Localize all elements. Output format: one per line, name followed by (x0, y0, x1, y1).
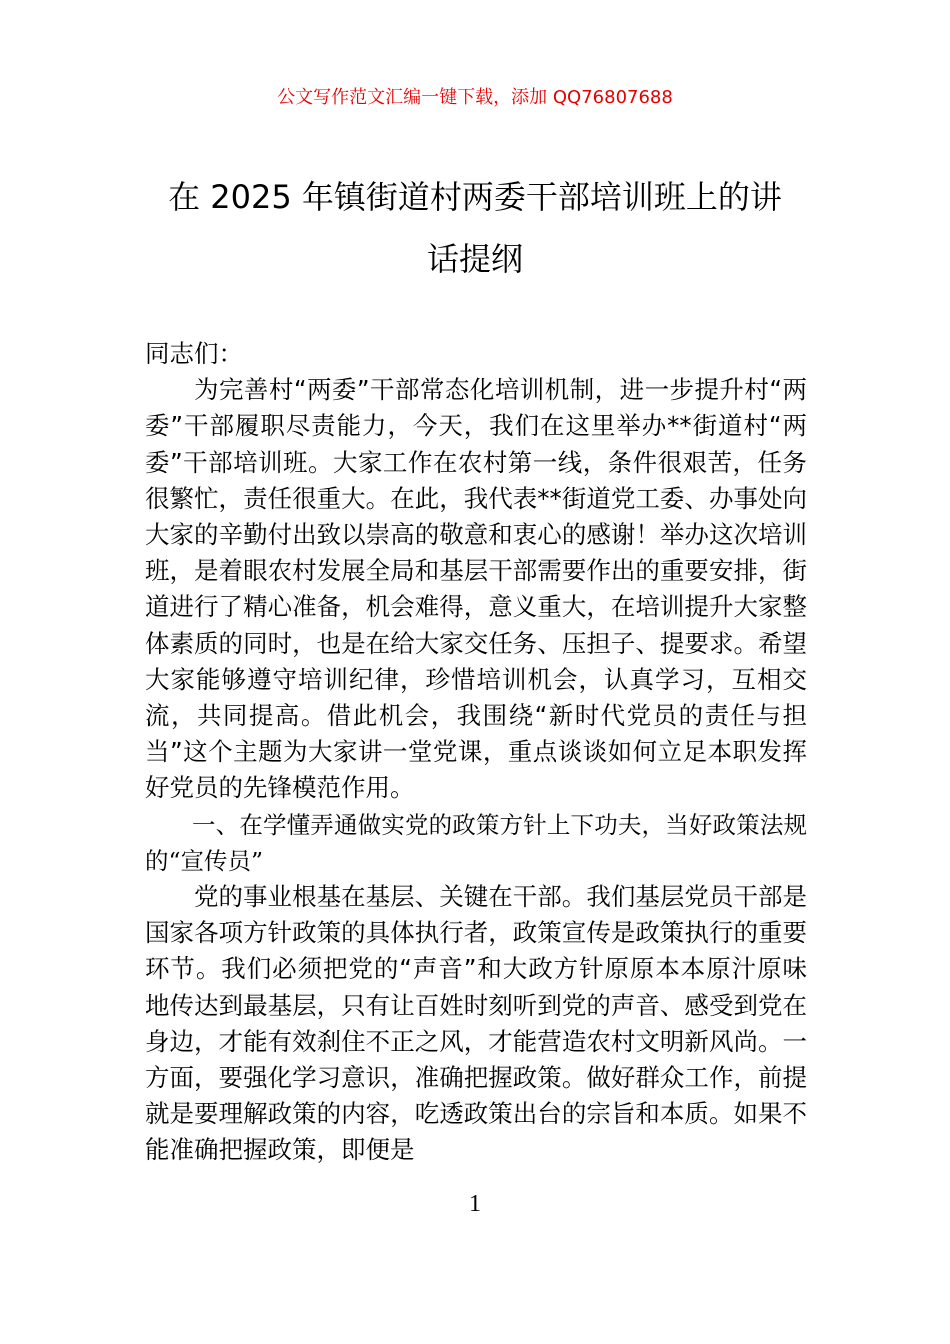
title-line-1: 在 2025 年镇街道村两委干部培训班上的讲 (168, 178, 782, 216)
title-line-2: 话提纲 (426, 240, 523, 278)
salutation: 同志们： (145, 339, 243, 368)
paragraph-intro: 为完善村“两委”干部常态化培训机制，进一步提升村“两委”干部履职尽责能力，今天，我们在这里举办**街道村“两委”干部培训班。大家工作在农村第一线，条件很艰苦，任务很繁忙，责任很重大。在此，我代表**街道党工委、办事处向大家的辛勤付出致以崇高的敬意和衷心的感谢！举办这次培训班，是着眼农村发展全局和基层干部需要作出的重要安排，街道进行了精心准备，机会难得，意义重大，在培训提升大家整体素质的同时，也是在给大家交任务、压担子、提要求。希望大家能够遵守培训纪律，珍惜培训机会，认真学习，互相交流，共同提高。借此机会，我围绕“新时代党员的责任与担当”这个主题为大家讲一堂党课，重点谈谈如何立足本职发挥好党员的先锋模范作用。 (145, 375, 807, 803)
document-body (145, 336, 807, 1169)
page-number: 1 (469, 1191, 481, 1217)
paragraph-section-1: 党的事业根基在基层、关键在干部。我们基层党员干部是国家各项方针政策的具体执行者，政策宣传是政策执行的重要环节。我们必须把党的“声音”和大政方针原原本本原汁原味地传达到最基层，只有让百姓时刻听到党的声音、感受到党在身边，才能有效刹住不正之风，才能营造农村文明新风尚。一方面，要强化学习意识，准确把握政策。做好群众工作，前提就是要理解政策的内容，吃透政策出台的宗旨和本质。如果不能准确把握政策，即便是 (145, 882, 807, 1165)
download-promo-note: 公文写作范文汇编一键下载，添加 QQ76807688 (277, 87, 673, 108)
document-title (145, 166, 805, 290)
section-heading-1: 一、在学懂弄通做实党的政策方针上下功夫，当好政策法规的“宣传员” (145, 810, 807, 875)
